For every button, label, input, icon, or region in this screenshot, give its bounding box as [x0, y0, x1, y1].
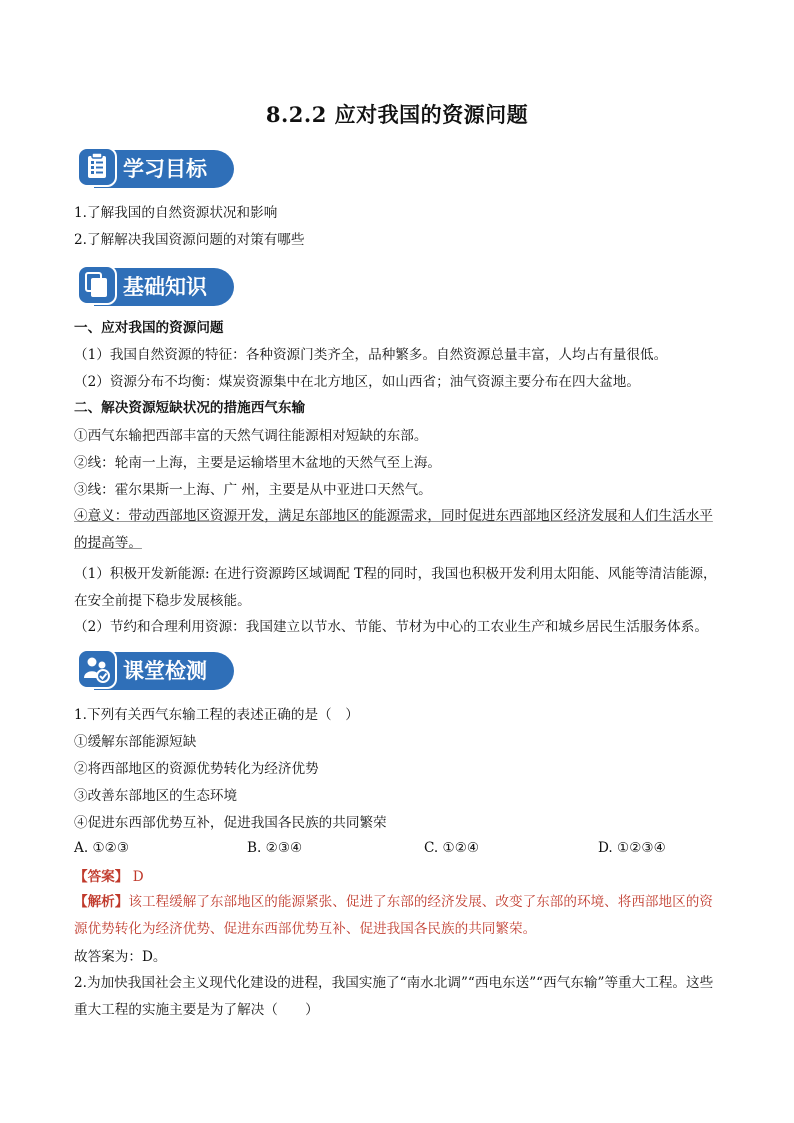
section-banner-check [76, 648, 234, 690]
banner-label-goals: 学习目标 [123, 157, 207, 181]
answer-value: D [132, 869, 144, 885]
knowledge-paragraph: ③线：霍尔果斯一上海、广 州，主要是从中亚进口天然气。 [74, 482, 432, 498]
knowledge-paragraph: ②线：轮南一上海，主要是运输塔里木盆地的天然气至上海。 [74, 455, 442, 471]
question-2-stem: 2.为加快我国社会主义现代化建设的进程，我国实施了“南水北调”“西电东送”“西气东输”等重大工程。这些重大工程的实施主要是为了解决（ ） [74, 975, 714, 1018]
knowledge-paragraph: ①西气东输把西部丰富的天然气调往能源相对短缺的东部。 [74, 428, 428, 444]
question-1-item: ③改善东部地区的生态环境 [74, 788, 238, 804]
clipboard-icon [88, 153, 106, 178]
answer-label: 【答案】 [74, 869, 129, 885]
knowledge-heading-1: 一、应对我国的资源问题 [74, 320, 224, 336]
banner-label-knowledge: 基础知识 [123, 275, 207, 299]
goal-item: 2.了解解决我国资源问题的对策有哪些 [74, 232, 305, 248]
knowledge-paragraph: （1）积极开发新能源: 在进行资源跨区域调配 T程的同时，我国也积极开发利用太阳能、风能等清洁能源，在安全前提下稳步发展核能。 [74, 566, 717, 609]
knowledge-paragraph: ④意义：带动西部地区资源开发，满足东部地区的能源需求，同时促进东西部地区经济发展和人们生活水平的提高等。 [74, 508, 713, 551]
choice-d: D. ①②③④ [598, 840, 666, 856]
question-1-stem: 1.下列有关西气东输工程的表述正确的是（ ） [74, 707, 359, 723]
section-banner-knowledge [76, 264, 234, 306]
section-banner-goals [76, 146, 234, 188]
analysis-paragraph [74, 889, 724, 943]
question-1-item: ①缓解东部能源短缺 [74, 734, 197, 750]
answer-line [74, 867, 144, 887]
knowledge-paragraph: （1）我国自然资源的特征：各种资源门类齐全，品种繁多。自然资源总量丰富，人均占有量很低。 [74, 347, 668, 363]
choice-b: B. ②③④ [247, 840, 303, 856]
question-1-conclusion: 故答案为：D。 [74, 949, 167, 965]
knowledge-paragraph: （2）节约和合理利用资源：我国建立以节水、节能、节材为中心的工农业生产和城乡居民生活服务体系。 [74, 619, 708, 635]
knowledge-heading-2: 二、解决资源短缺状况的措施西气东输 [74, 400, 306, 416]
analysis-text: 该工程缓解了东部地区的能源紧张、促进了东部的经济发展、改变了东部的环境、将西部地区的资源优势转化为经济优势、促进东西部优势互补、促进我国各民族的共同繁荣。 [74, 894, 713, 937]
banner-label-check: 课堂检测 [123, 659, 207, 683]
knowledge-paragraph: （2）资源分布不均衡：煤炭资源集中在北方地区，如山西省；油气资源主要分布在四大盆地。 [74, 374, 640, 390]
question-1-item: ④促进东西部优势互补，促进我国各民族的共同繁荣 [74, 815, 387, 831]
goal-item: 1.了解我国的自然资源状况和影响 [74, 205, 278, 221]
choice-a: A. ①②③ [74, 840, 130, 856]
question-1-item: ②将西部地区的资源优势转化为经济优势 [74, 761, 319, 777]
page-title: 8.2.2 应对我国的资源问题 [265, 102, 529, 127]
analysis-label: 【解析】 [74, 894, 129, 910]
choice-c: C. ①②④ [424, 840, 480, 856]
